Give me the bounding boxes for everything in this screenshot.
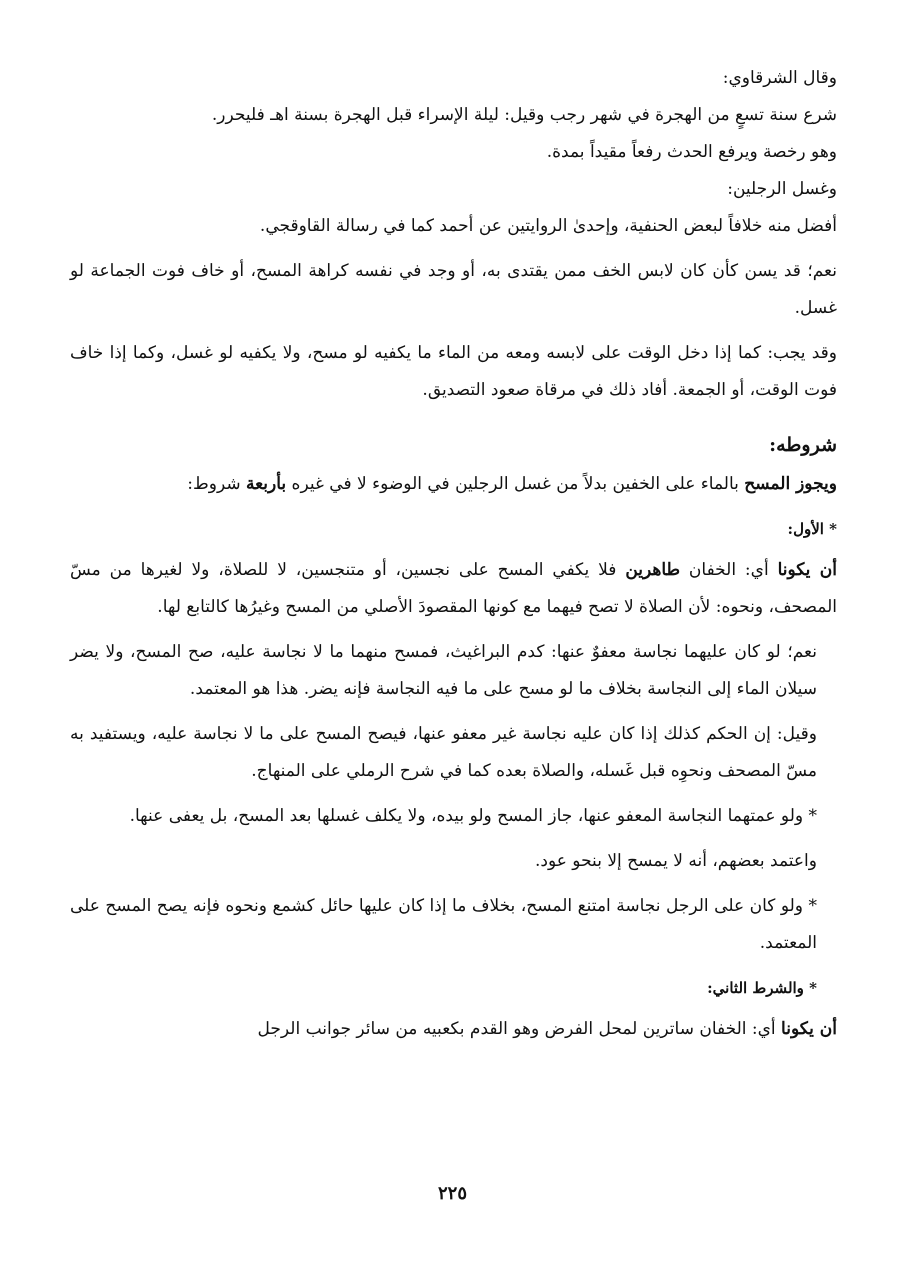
text-column [70, 60, 837, 1056]
qad-yajib-paragraph: وقد يجب: كما إذا دخل الوقت على لابسه ومعه من الماء ما يكفيه لو مسح، ولا يكفيه لو غسل، وكما إذا خاف فوت الوقت، أو الجمعة. أفاد ذلك في مرقاة صعود التصديق. [70, 343, 837, 400]
intro-bold-lead: ويجوز المسح [744, 474, 837, 494]
rukhsa-line: وهو رخصة ويرفع الحدث رفعاً مقيداً بمدة. [546, 142, 837, 162]
page-number: ٢٢٥ [437, 1183, 467, 1204]
intro-bold-tail: بأربعة [245, 474, 287, 494]
najasa-rijl-paragraph: * ولو كان على الرجل نجاسة امتنع المسح، بخلاف ما إذا كان عليها حائل كشمع ونحوه فإنه يصح المسح على المعتمد. [70, 896, 817, 953]
sharqawi-intro: وقال الشرقاوي: [722, 68, 837, 88]
naam-najasa-paragraph: نعم؛ لو كان عليهما نجاسة معفوٌ عنها: كدم البراغيث، فمسح منهما ما لا نجاسة عليه، صح المسح، ولا يضر سيلان الماء إلى النجاسة بخلاف ما لو مسح على ما فيه النجاسة فإنه يضر. هذا هو المعتمد. [70, 642, 817, 699]
conditions-intro [70, 466, 837, 503]
first-condition-label: * الأول: [787, 520, 837, 538]
iatamad-paragraph: واعتمد بعضهم، أنه لا يمسح إلا بنحو عود. [535, 851, 817, 871]
intro-text: بالماء على الخفين بدلاً من غسل الرجلين في الوضوء لا في غيره [286, 474, 745, 494]
umum-najasa-paragraph: * ولو عمتهما النجاسة المعفو عنها، جاز المسح ولو بيده، ولا يكلف غسلها بعد المسح، بل يعفى عنها. [129, 806, 817, 826]
intro-end: شروط: [187, 474, 246, 494]
ghusl-rijlayn-label: وغسل الرجلين: [727, 179, 837, 199]
first-bold-lead: أن يكونا [777, 560, 837, 580]
second-rest: أي: الخفان ساترين لمحل الفرض وهو القدم بكعبيه من سائر جوانب الرجل [257, 1019, 782, 1039]
section-heading: شروطه: [769, 434, 837, 456]
naam-yusann-paragraph: نعم؛ قد يسن كأن كان لابس الخف ممن يقتدى به، أو وجد في نفسه كراهة المسح، أو خاف فوت الجماعة لو غسل. [70, 261, 837, 318]
second-bold-lead: أن يكونا [781, 1019, 837, 1039]
second-condition-paragraph [70, 1011, 837, 1048]
first-bold-taharain: طاهرين [625, 560, 681, 580]
second-condition-label: * والشرط الثاني: [707, 979, 817, 997]
afdal-paragraph: أفضل منه خلافاً لبعض الحنفية، وإحدىٰ الروايتين عن أحمد كما في رسالة القاوقجي. [259, 216, 837, 236]
first-rest: فلا يكفي المسح على نجسين، أو متنجسين، لا للصلاة، ولا لغيرها من مسّ المصحف، ونحوه: لأن الصلاة لا تصح فيهما مع كونها المقصودَ الأصلي من المسح وغيرُها كالتابع لها. [70, 560, 837, 617]
first-mid: أي: الخفان [680, 560, 778, 580]
sharqawi-quote-line: شرع سنة تسعٍ من الهجرة في شهر رجب وقيل: ليلة الإسراء قبل الهجرة بسنة اهـ فليحرر. [211, 105, 837, 125]
wa-qeel-paragraph: وقيل: إن الحكم كذلك إذا كان عليه نجاسة غير معفو عنها، فيصح المسح على ما لا نجاسة عليه، ويستفيد به مسّ المصحف ونحوِه قبل غَسله، والصلاة بعده كما في شرح الرملي على المنهاج. [70, 724, 817, 781]
first-condition-paragraph [70, 552, 837, 626]
